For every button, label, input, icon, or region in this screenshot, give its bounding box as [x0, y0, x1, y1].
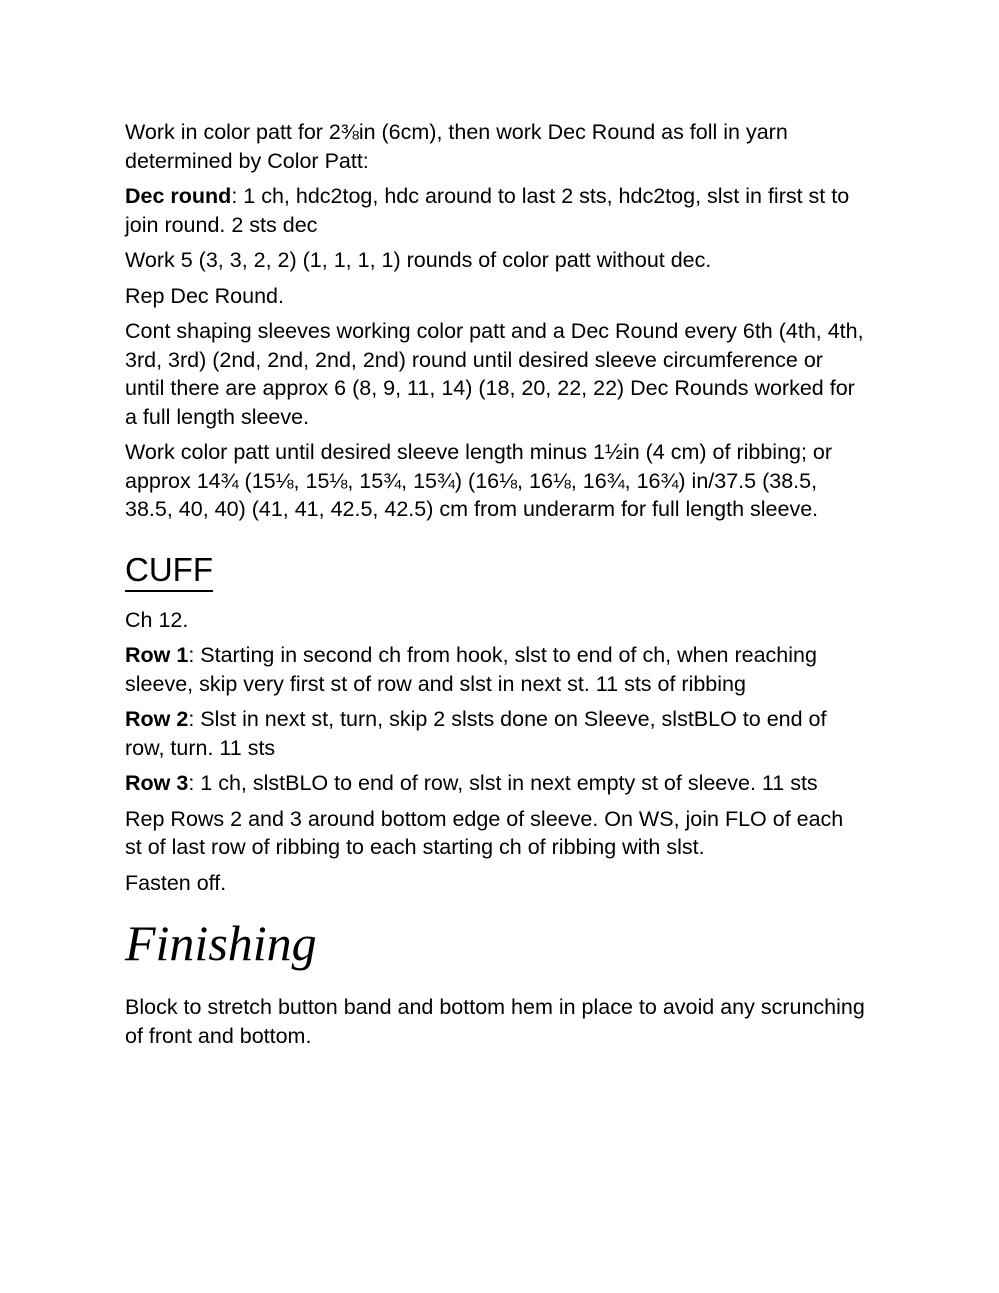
rep-rows-paragraph: Rep Rows 2 and 3 around bottom edge of sleeve. On WS, join FLO of each st of last row of ribbing to each starting ch of ribbing with slst. [125, 806, 844, 859]
row-1-label: Row 1 [125, 643, 189, 667]
cuff-heading: CUFF [125, 551, 213, 592]
fasten-off-paragraph: Fasten off. [125, 870, 227, 895]
document-page [125, 118, 865, 1057]
cuff-paragraph-1: Ch 12. [125, 607, 189, 632]
row-3-label: Row 3 [125, 771, 189, 795]
sleeve-paragraph-4: Rep Dec Round. [125, 283, 284, 308]
row-3-text: : 1 ch, slstBLO to end of row, slst in next empty st of sleeve. 11 sts [188, 771, 818, 795]
dec-round-paragraph [125, 182, 865, 239]
sleeve-paragraph-5: Cont shaping sleeves working color patt and a Dec Round every 6th (4th, 4th, 3rd, 3rd) (2nd, 2nd, 2nd, 2nd) round until desired sleeve circumference or until there are approx 6 (8, 9, 11, 14) (18, 20, 22, 22) Dec Rounds worked for a full length sleeve. [125, 319, 864, 429]
row-2-text: : Slst in next st, turn, skip 2 slsts done on Sleeve, slstBLO to end of row, turn. 11 sts [125, 707, 827, 760]
row-3-paragraph [125, 769, 865, 798]
row-1-paragraph [125, 641, 865, 698]
row-2-paragraph [125, 705, 865, 762]
sleeve-paragraph-6: Work color patt until desired sleeve length minus 1½in (4 cm) of ribbing; or approx 14¾ (15⅛, 15⅛, 15¾, 15¾) (16⅛, 16⅛, 16¾, 16¾) in/37.5 (38.5, 38.5, 40, 40) (41, 41, 42.5, 42.5) cm from underarm for full length sleeve. [125, 440, 833, 521]
dec-round-label: Dec round [125, 184, 232, 208]
finishing-heading: Finishing [125, 915, 317, 971]
sleeve-paragraph-1: Work in color patt for 2⅜in (6cm), then work Dec Round as foll in yarn determined by Color Patt: [125, 120, 788, 173]
row-1-text: : Starting in second ch from hook, slst to end of ch, when reaching sleeve, skip very first st of row and slst in next st. 11 sts of ribbing [125, 643, 817, 696]
row-2-label: Row 2 [125, 707, 189, 731]
dec-round-text: : 1 ch, hdc2tog, hdc around to last 2 sts, hdc2tog, slst in first st to join round. 2 sts dec [125, 184, 850, 237]
finishing-paragraph: Block to stretch button band and bottom hem in place to avoid any scrunching of front and bottom. [125, 995, 865, 1048]
sleeve-paragraph-3: Work 5 (3, 3, 2, 2) (1, 1, 1, 1) rounds of color patt without dec. [125, 248, 712, 272]
